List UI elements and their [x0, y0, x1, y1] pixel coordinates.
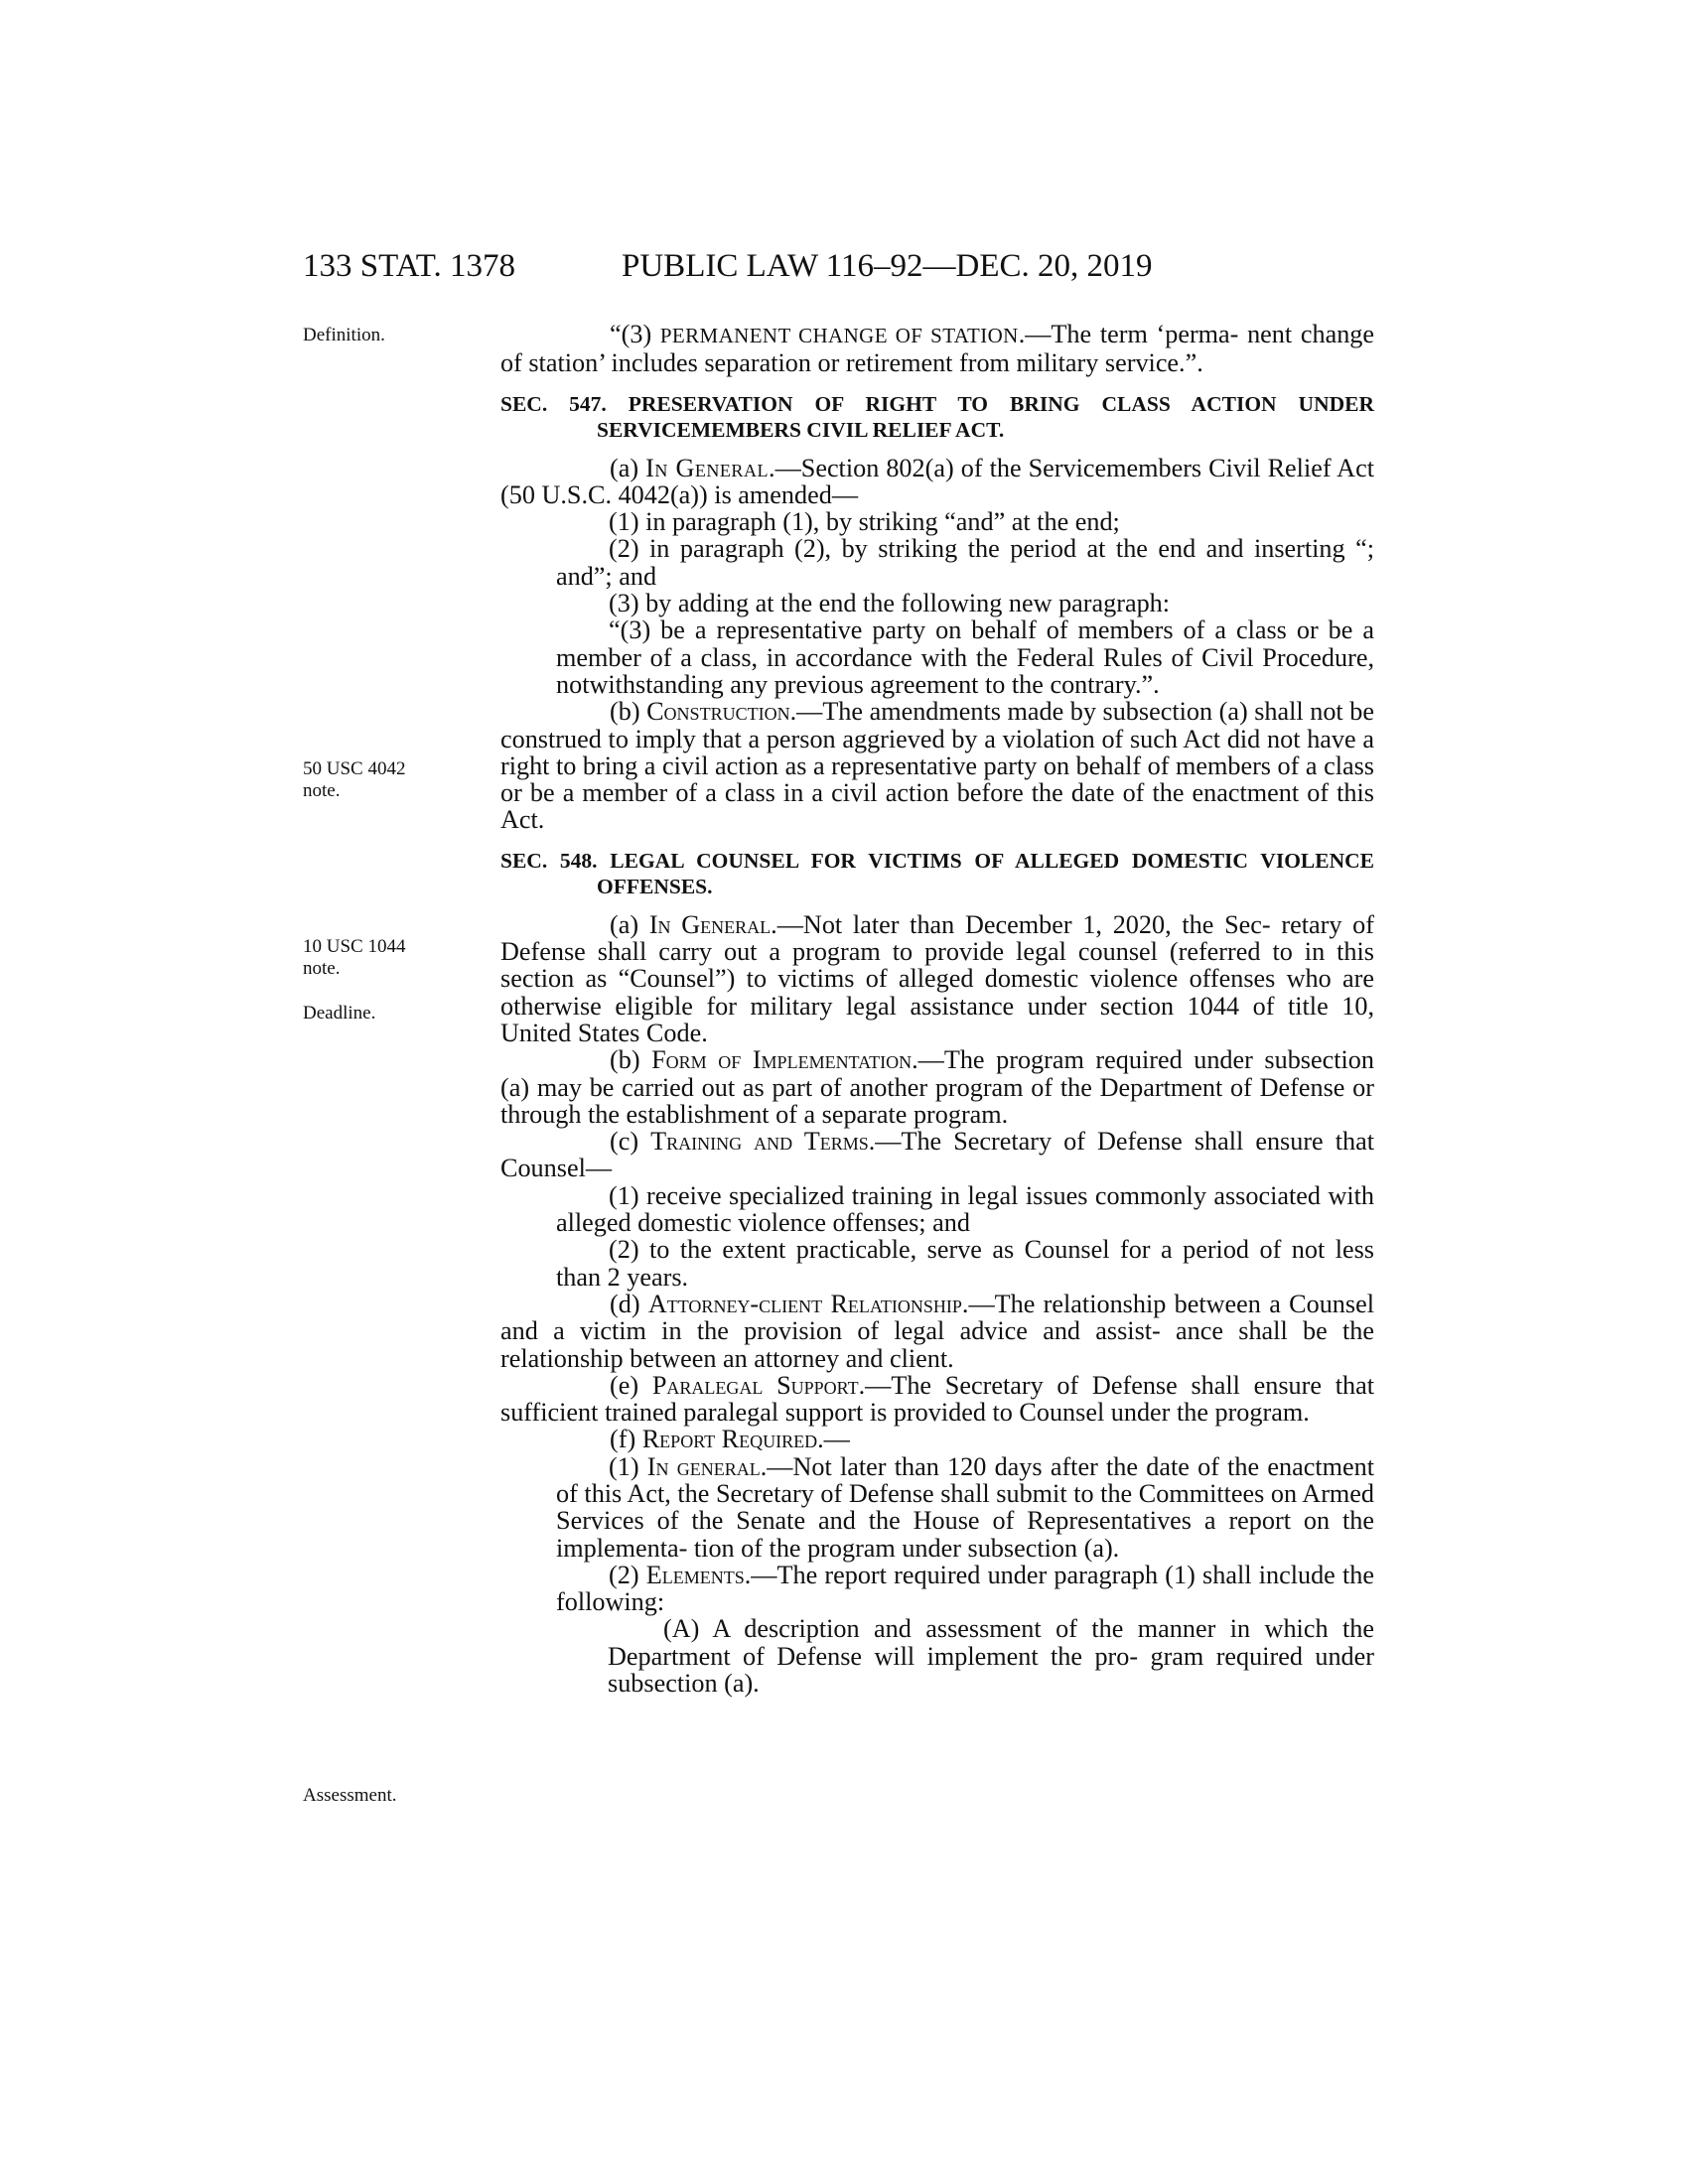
margin-note-assessment: Assessment.	[303, 1785, 397, 1806]
subsection-number: (c)	[610, 1127, 651, 1157]
subsection-heading: Attorney-client Relationship	[647, 1289, 962, 1318]
margin-note-definition: Definition.	[303, 325, 385, 345]
definition-paragraph-3	[500, 321, 1374, 377]
subsection-text: .—The relationship between a Counsel and a victim in the provision of legal advice and assist- ance shall be the relationship between an attorney and client.	[500, 1289, 1374, 1373]
sec547-a-paragraph-1: (1) in paragraph (1), by striking “and” at the end;	[609, 507, 1120, 537]
margin-note-line: 10 USC 1044	[303, 936, 406, 957]
paragraph-number: (2)	[609, 1560, 646, 1589]
section-548-heading: SEC. 548. LEGAL COUNSEL FOR VICTIMS OF ALLEGED DOMESTIC VIOLENCE OFFENSES.	[500, 848, 1374, 898]
subsection-text: .—The Secretary of Defense shall ensure that sufficient trained paralegal support is provided to Counsel under the program.	[500, 1370, 1374, 1428]
margin-note-line: 50 USC 4042	[303, 758, 406, 779]
page-citation: 133 STAT. 1378	[303, 248, 516, 284]
sec548-f-paragraph-2	[500, 1562, 1374, 1616]
subsection-number: (a)	[610, 909, 649, 939]
section-547-heading: SEC. 547. PRESERVATION OF RIGHT TO BRING CLASS ACTION UNDER SERVICEMEMBERS CIVIL RELIEF ACT.	[500, 391, 1374, 442]
sec547-subsection-b	[500, 698, 1374, 833]
sec547-subsection-a	[500, 455, 1374, 509]
sec548-subsection-b	[500, 1046, 1374, 1128]
subsection-number: (b)	[610, 697, 647, 727]
sec548-subsection-a	[500, 911, 1374, 1046]
paragraph-text: .—Not later than 120 days after the date of the enactment of this Act, the Secretary of Defense shall submit to the Committees on Armed Services of the Senate and the House of Representatives a report on the implementa- tion of the program under subsection (a).	[556, 1451, 1374, 1563]
subsection-heading: Form of Implementation	[651, 1045, 913, 1075]
paragraph-text: .—The report required under paragraph (1) shall include the following:	[556, 1560, 1374, 1617]
subsection-heading: In General	[648, 909, 772, 939]
sec548-subsection-e	[500, 1372, 1374, 1427]
subsection-text: .—The amendments made by subsection (a) shall not be construed to imply that a person aggrieved by a violation of such Act did not have a right to bring a civil action as a representative party on behalf of members of a class or be a member of a class in a civil action before the date of the enactment of this Act.	[500, 697, 1374, 835]
sec548-f2-subparagraph-A: (A) A description and assessment of the manner in which the Department of Defense will implement the pro- gram required under subsection (a).	[608, 1614, 1374, 1699]
paragraph-heading: In general	[646, 1451, 761, 1481]
term-heading: PERMANENT CHANGE OF STATION	[659, 324, 1019, 347]
margin-note-50-usc-4042	[303, 758, 452, 802]
paragraph-number: “(3)	[610, 320, 660, 348]
subsection-heading: Training and Terms	[650, 1127, 869, 1157]
sec547-a-paragraph-2: (2) in paragraph (2), by striking the period at the end and inserting “; and”; and	[556, 534, 1374, 591]
subsection-heading: Construction	[646, 697, 790, 727]
running-header: PUBLIC LAW 116–92—DEC. 20, 2019	[622, 248, 1153, 284]
sec548-f-paragraph-1	[500, 1453, 1374, 1562]
paragraph-number: (1)	[609, 1451, 647, 1481]
subsection-number: (e)	[610, 1370, 652, 1400]
paragraph-heading: Elements	[645, 1560, 745, 1589]
subsection-number: (d)	[610, 1289, 648, 1318]
sec547-inserted-paragraph: “(3) be a representative party on behalf of members of a class or be a member of a class, in accordance with the Federal Rules of Civil Procedure, notwithstanding any previous agreement to the contrary.”.	[556, 615, 1374, 699]
margin-note-deadline: Deadline.	[303, 1003, 376, 1024]
subsection-number: (b)	[610, 1045, 652, 1075]
body-text	[500, 321, 1374, 1697]
margin-note-10-usc-1044	[303, 936, 452, 980]
subsection-heading: In General	[645, 453, 770, 482]
sec548-subsection-c	[500, 1128, 1374, 1182]
subsection-number: (f)	[610, 1425, 642, 1454]
paragraph-text: .—The term ‘perma- nent change of station’ includes separation or retirement from military service.”.	[500, 320, 1374, 378]
margin-note-line: note.	[303, 780, 341, 801]
sec547-a-paragraph-3: (3) by adding at the end the following new paragraph:	[609, 589, 1171, 618]
sec548-subsection-d	[500, 1291, 1374, 1372]
subsection-heading: Paralegal Support	[651, 1370, 859, 1400]
subsection-number: (a)	[610, 453, 646, 482]
subsection-text: .—The Secretary of Defense shall ensure that Counsel—	[500, 1127, 1374, 1183]
subsection-text: .—Not later than December 1, 2020, the Sec- retary of Defense shall carry out a program to provide legal counsel (referred to in this section as “Counsel”) to victims of alleged domestic violence offenses who are otherwise eligible for military legal assistance under section 1044 of title 10, United States Code.	[500, 909, 1374, 1047]
subsection-heading: Report Required	[641, 1425, 818, 1454]
subsection-text: .—The program required under subsection (a) may be carried out as part of another program of the Department of Defense or through the establishment of a separate program.	[500, 1045, 1374, 1129]
sec548-c-paragraph-2: (2) to the extent practicable, serve as Counsel for a period of not less than 2 years.	[556, 1235, 1374, 1292]
margin-note-line: note.	[303, 958, 341, 979]
sec548-c-paragraph-1: (1) receive specialized training in legal issues commonly associated with alleged domestic violence offenses; and	[556, 1180, 1374, 1238]
subsection-text: .—	[817, 1425, 850, 1454]
sec548-subsection-f	[500, 1426, 1374, 1452]
subsection-text: .—Section 802(a) of the Servicemembers Civil Relief Act (50 U.S.C. 4042(a)) is amended—	[500, 453, 1374, 509]
